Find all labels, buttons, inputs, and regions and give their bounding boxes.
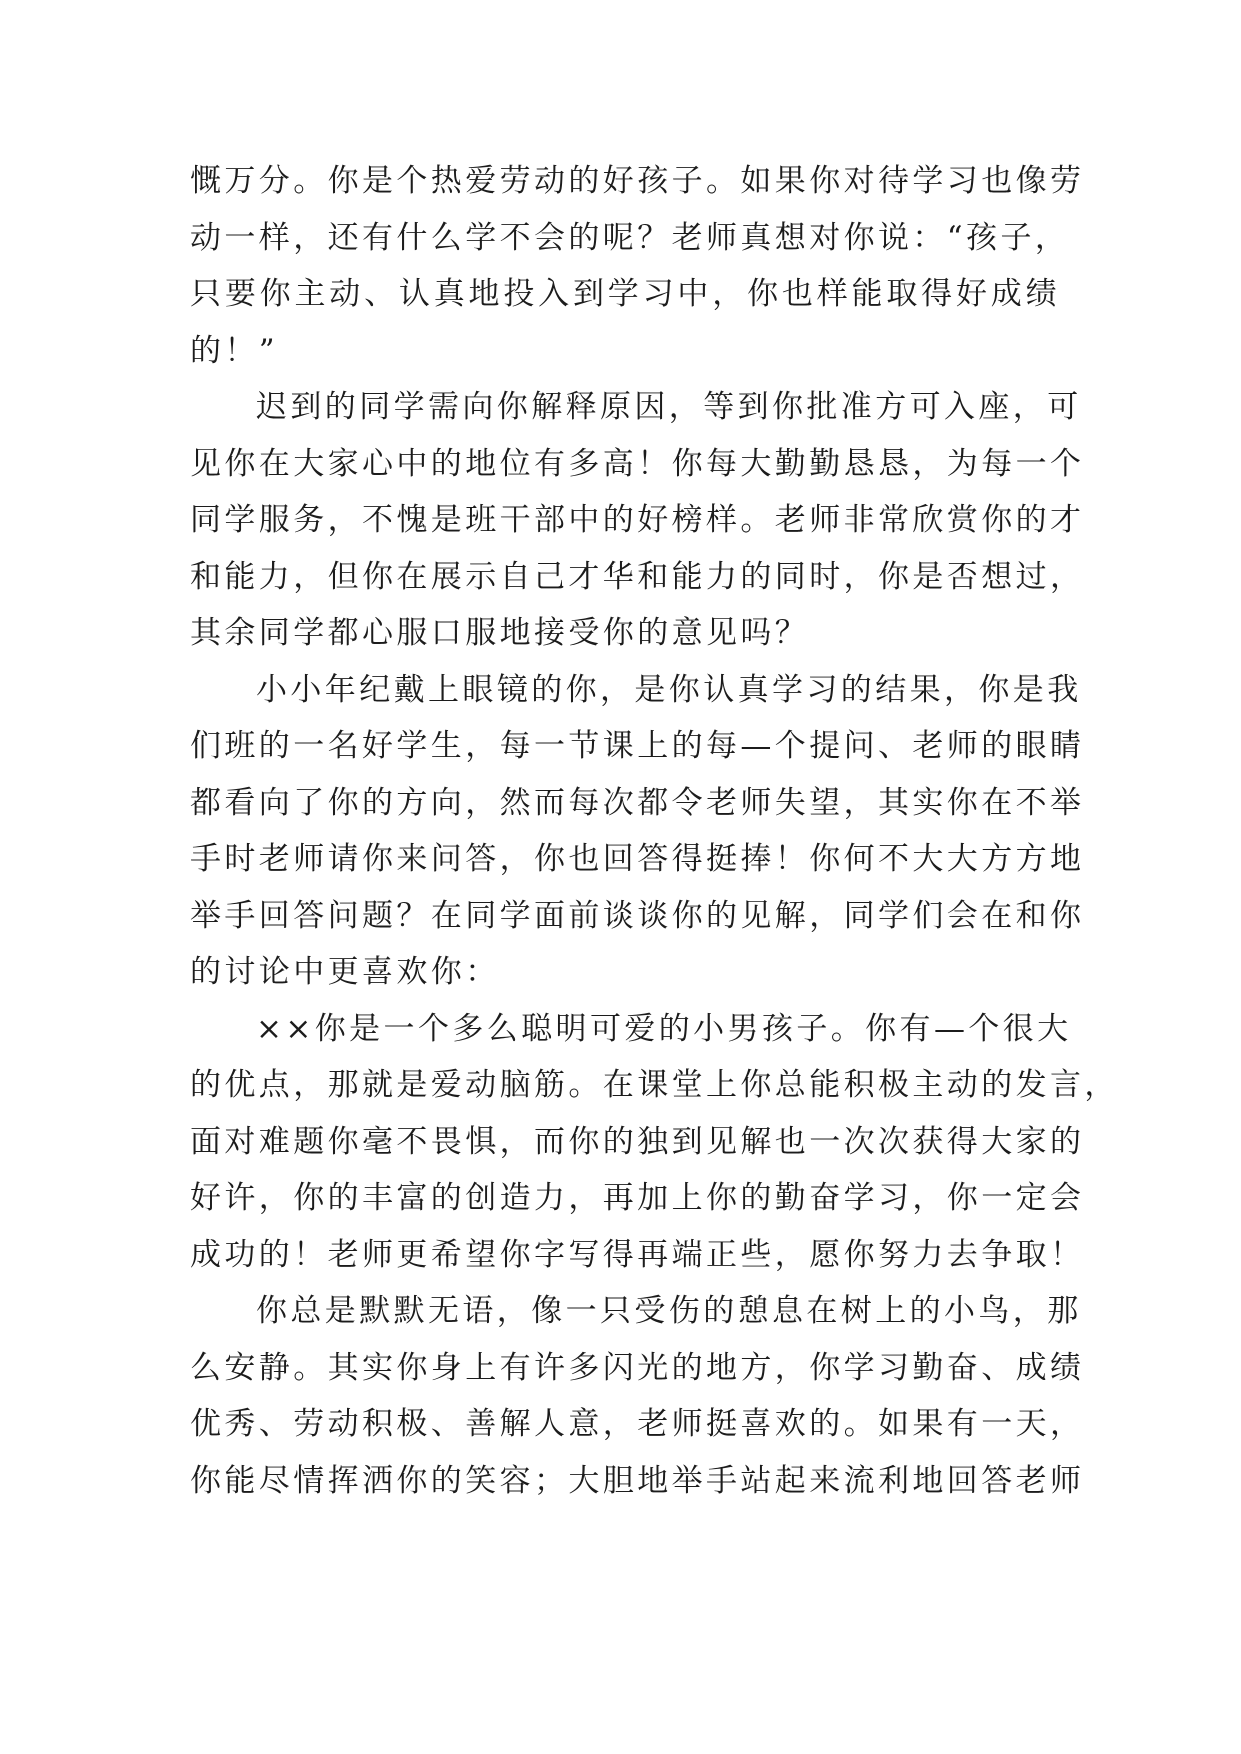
text-line: 面对难题你毫不畏惧，而你的独到见解也一次次获得大家的 [190, 1123, 1085, 1160]
text-line: ××你是一个多么聪明可爱的小男孩子。你有—个很大 [256, 1010, 1072, 1047]
text-line: 成功的！老师更希望你字写得再端正些，愿你努力去争取！ [190, 1236, 1085, 1273]
text-line: 手时老师请你来问答，你也回答得挺捧！你何不大大方方地 [190, 841, 1085, 877]
text-line: 小小年纪戴上眼镜的你，是你认真学习的结果，你是我 [256, 671, 1082, 708]
document-body [190, 153, 1119, 1509]
text-line: 动一样，还有什么学不会的呢？老师真想对你说：“孩子， [190, 219, 1070, 256]
text-line: 的优点，那就是爱动脑筋。在课堂上你总能积极主动的发言， [190, 1067, 1119, 1103]
text-line: 迟到的同学需向你解释原因，等到你批准方可入座，可 [256, 389, 1082, 425]
text-line: 么安静。其实你身上有许多闪光的地方，你学习勤奋、成绩 [190, 1349, 1085, 1386]
text-line: 都看向了你的方向，然而每次都令老师失望，其实你在不举 [190, 784, 1085, 821]
text-line: 同学服务，不愧是班干部中的好榜样。老师非常欣赏你的才 [190, 502, 1085, 538]
text-line: 你总是默默无语，像一只受伤的憩息在树上的小鸟，那 [256, 1293, 1082, 1329]
text-line: 见你在大家心中的地位有多高！你每大勤勤恳恳，为每一个 [190, 445, 1085, 482]
text-line: 只要你主动、认真地投入到学习中，你也样能取得好成绩 [190, 276, 1060, 312]
text-line: 的讨论中更喜欢你： [190, 954, 500, 990]
text-line: 们班的一名好学生，每一节课上的每—个提问、老师的眼睛 [190, 728, 1085, 764]
text-line: 其余同学都心服口服地接受你的意见吗？ [190, 615, 810, 651]
text-line: 优秀、劳动积极、善解人意，老师挺喜欢的。如果有一天， [190, 1406, 1085, 1442]
text-line: 和能力，但你在展示自己才华和能力的同时，你是否想过， [190, 558, 1085, 595]
text-line: 慨万分。你是个热爱劳动的好孩子。如果你对待学习也像劳 [190, 163, 1085, 199]
text-line: 你能尽情挥洒你的笑容；大胆地举手站起来流利地回答老师 [190, 1462, 1085, 1499]
text-line: 举手回答问题？在同学面前谈谈你的见解，同学们会在和你 [190, 897, 1085, 934]
text-line: 的！” [190, 332, 279, 369]
text-line: 好许，你的丰富的创造力，再加上你的勤奋学习，你一定会 [190, 1180, 1085, 1216]
